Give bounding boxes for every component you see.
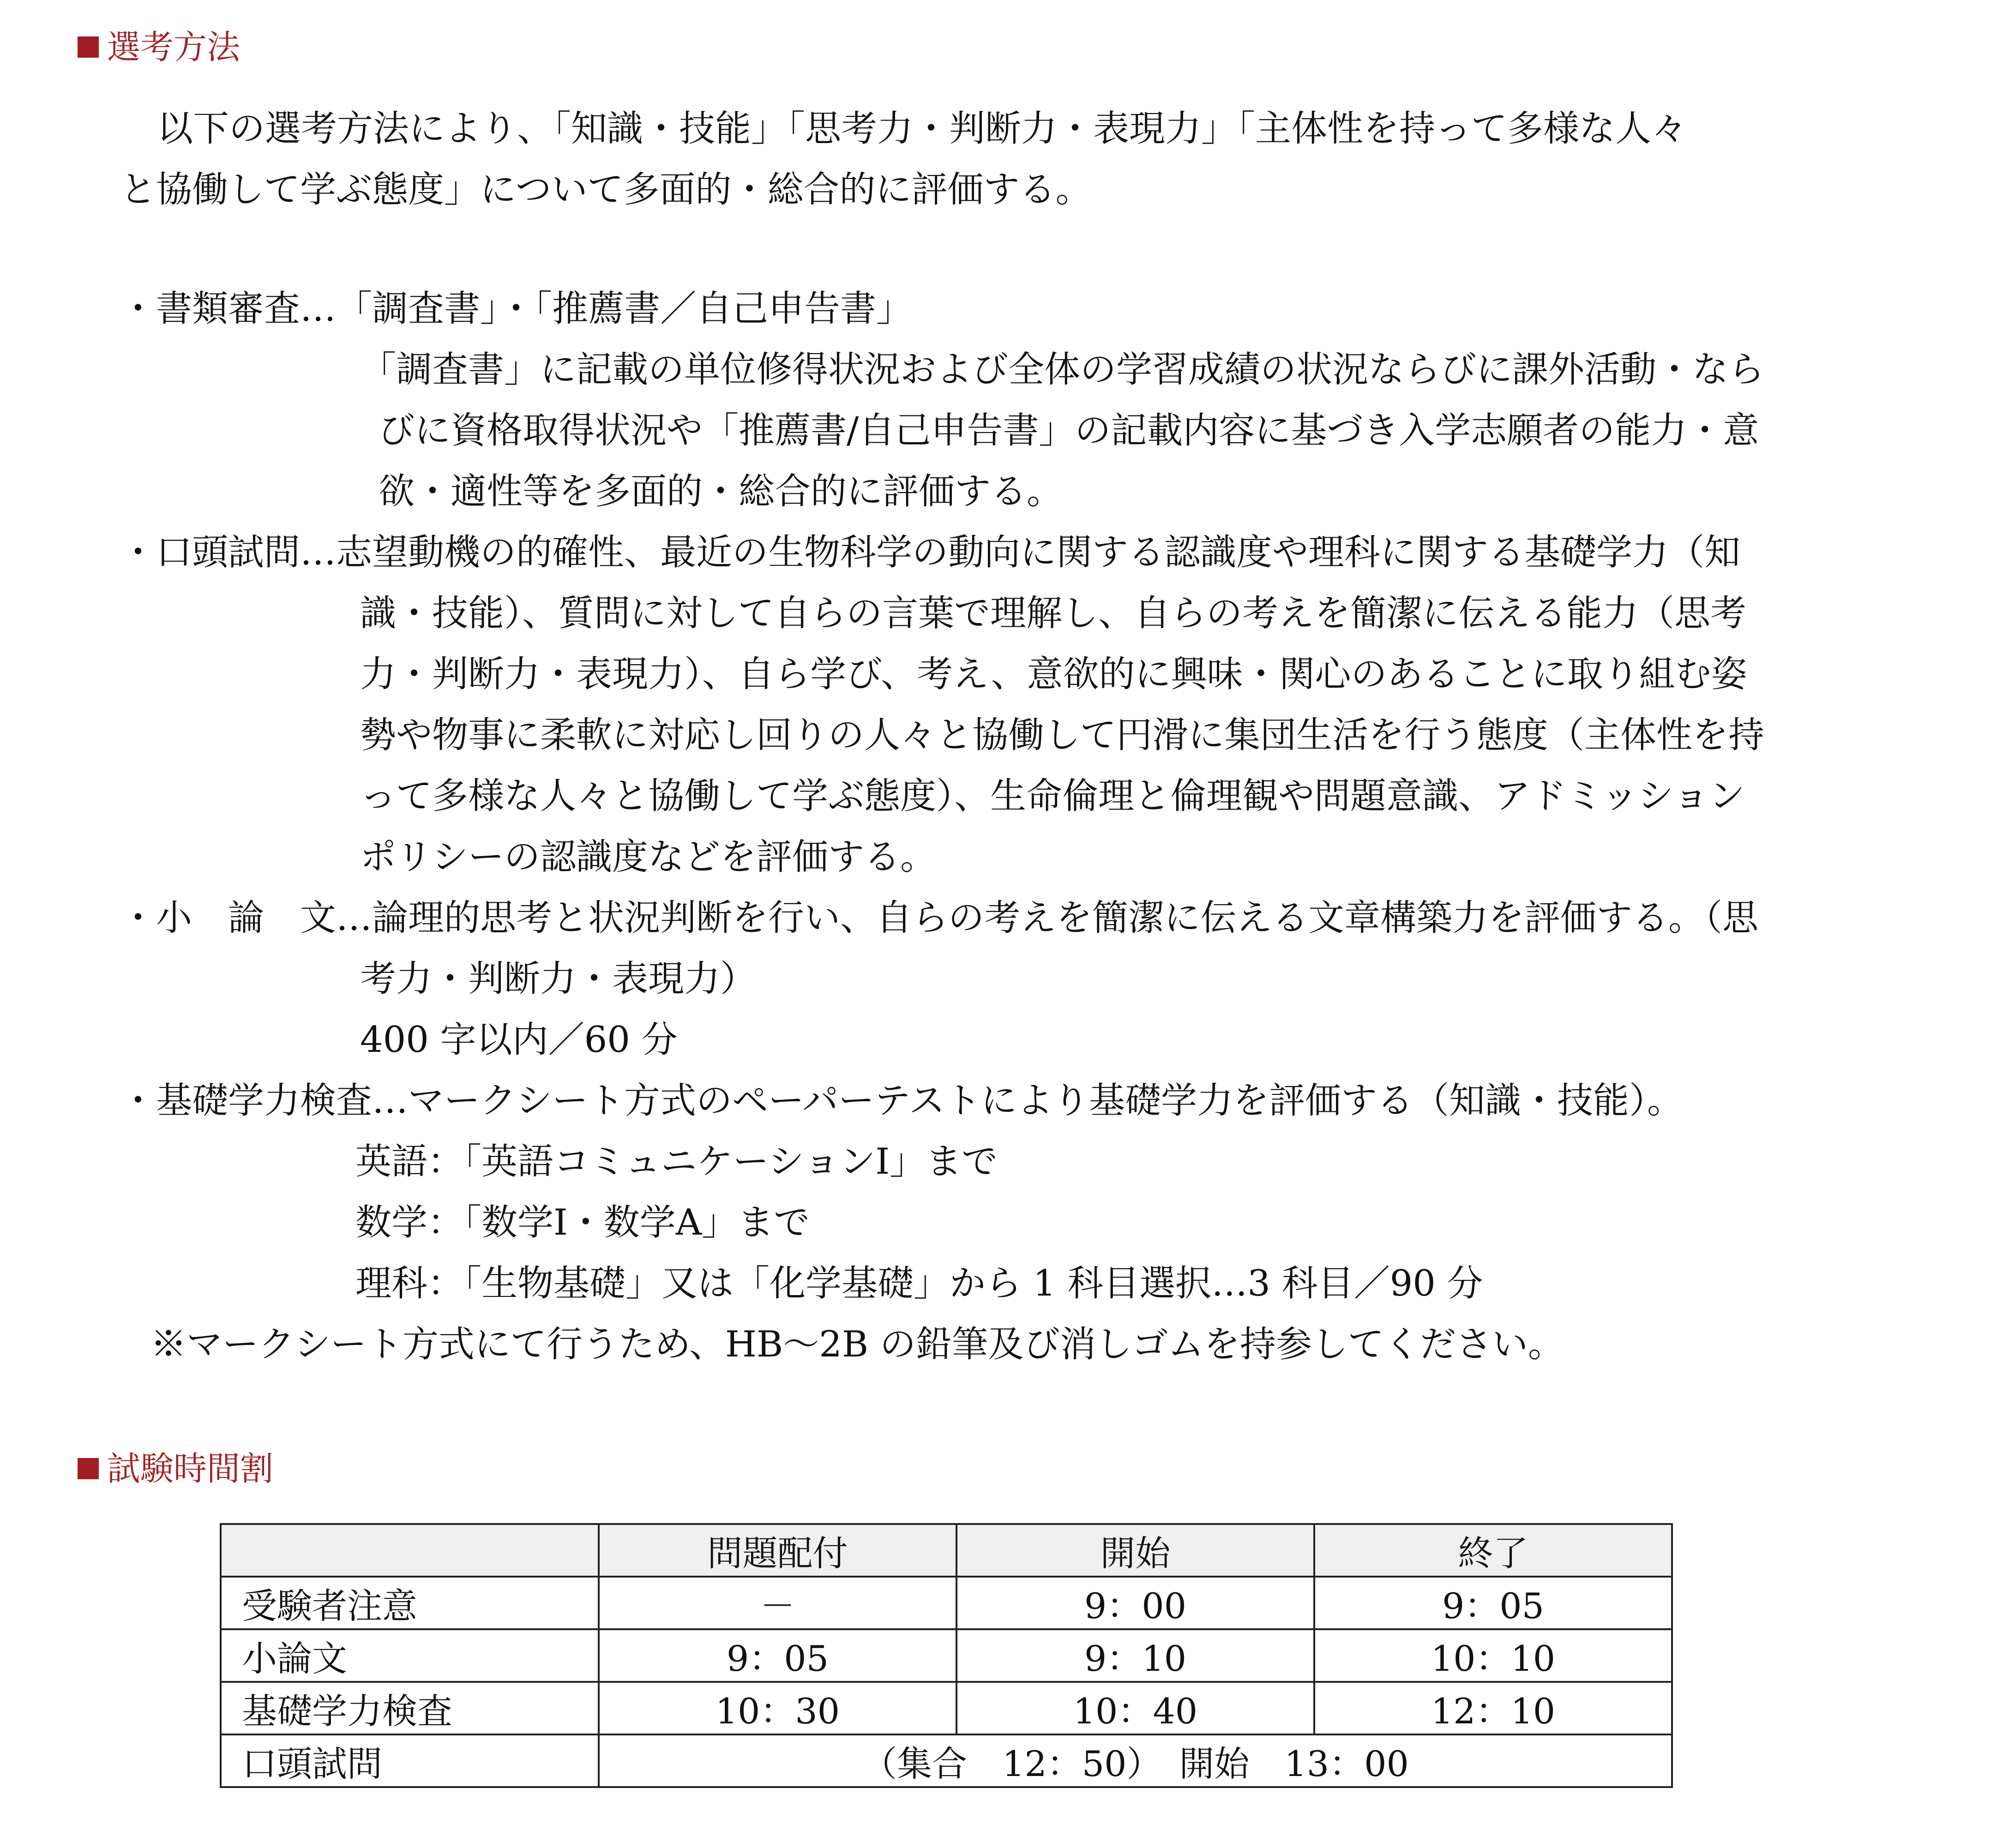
oral-line-1: ・口頭試問…志望動機の的確性、最近の生物科学の動向に関する認識度や理科に関する基礎学力（知 xyxy=(120,532,1741,573)
section-heading-selection xyxy=(78,30,240,64)
table-header-cell: 開始 xyxy=(956,1524,1314,1577)
docs-line-3: びに資格取得状況や「推薦書/自己申告書」の記載内容に基づき入学志願者の能力・意 xyxy=(379,410,1759,451)
section-heading-text: 選考方法 xyxy=(107,28,241,66)
table-cell: 10：10 xyxy=(1314,1629,1672,1682)
square-bullet-icon xyxy=(78,36,99,58)
table-row xyxy=(221,1682,1672,1734)
table-cell: 9：10 xyxy=(956,1629,1314,1682)
essay-line-3: 400 字以内／60 分 xyxy=(360,1019,678,1061)
table-cell: 9：00 xyxy=(956,1577,1314,1629)
table-cell: 10：30 xyxy=(599,1682,956,1734)
square-bullet-icon xyxy=(78,1458,99,1479)
table-row xyxy=(221,1734,1672,1787)
essay-line-1: ・小 論 文…論理的思考と状況判断を行い、自らの考えを簡潔に伝える文章構築力を評価する。（思 xyxy=(120,897,1759,939)
section-heading-schedule xyxy=(78,1449,274,1488)
note-line: ※マークシート方式にて行うため、HB～2B の鉛筆及び消しゴムを持参してください。 xyxy=(150,1324,1564,1365)
oral-line-6: ポリシーの認識度などを評価する。 xyxy=(360,836,937,878)
table-header-cell: 問題配付 xyxy=(599,1524,956,1577)
oral-line-3: 力・判断力・表現力）、自ら学び、考え、意欲的に興味・関心のあることに取り組む姿 xyxy=(360,654,1747,695)
intro-line-2: と協働して学ぶ態度」について多面的・総合的に評価する。 xyxy=(120,169,1092,210)
table-cell-label: 受験者注意 xyxy=(221,1577,599,1629)
table-row xyxy=(221,1577,1672,1629)
table-cell: 12：10 xyxy=(1314,1682,1672,1734)
docs-line-2: 「調査書」に記載の単位修得状況および全体の学習成績の状況ならびに課外活動・なら xyxy=(360,349,1765,390)
table-cell: － xyxy=(599,1577,956,1629)
basic-line-4: 理科：「生物基礎」又は「化学基礎」から 1 科目選択…3 科目／90 分 xyxy=(355,1263,1483,1304)
docs-line-4: 欲・適性等を多面的・総合的に評価する。 xyxy=(379,471,1063,512)
docs-line-1: ・書類審査…「調査書」・「推薦書／自己申告書」 xyxy=(120,288,913,330)
table-cell: 9：05 xyxy=(1314,1577,1672,1629)
table-cell: 10：40 xyxy=(956,1682,1314,1734)
table-header-cell: 終了 xyxy=(1314,1524,1672,1577)
table-header-cell xyxy=(221,1524,599,1577)
schedule-table xyxy=(220,1523,1673,1788)
oral-line-2: 識・技能）、質問に対して自らの言葉で理解し、自らの考えを簡潔に伝える能力（思考 xyxy=(360,593,1747,634)
basic-line-2: 英語：「英語コミュニケーションⅠ」まで xyxy=(355,1141,998,1182)
basic-line-3: 数学：「数学Ⅰ・数学A」まで xyxy=(355,1202,810,1243)
table-cell-label: 小論文 xyxy=(221,1629,599,1682)
table-cell-label: 口頭試問 xyxy=(221,1734,599,1787)
intro-line-1: 以下の選考方法により、「知識・技能」「思考力・判断力・表現力」「主体性を持って多様な人々 xyxy=(157,108,1688,150)
table-header-row xyxy=(221,1524,1672,1577)
table-cell-oral-time: （集合 12：50） 開始 13：00 xyxy=(599,1734,1672,1787)
table-row xyxy=(221,1629,1672,1682)
table-cell: 9：05 xyxy=(599,1629,956,1682)
basic-line-1: ・基礎学力検査…マークシート方式のペーパーテストにより基礎学力を評価する（知識・技能）。 xyxy=(120,1080,1683,1122)
section-heading-text: 試験時間割 xyxy=(107,1449,274,1488)
essay-line-2: 考力・判断力・表現力） xyxy=(360,958,757,1000)
oral-line-4: 勢や物事に柔軟に対応し回りの人々と協働して円滑に集団生活を行う態度（主体性を持 xyxy=(360,714,1765,756)
oral-line-5: って多様な人々と協働して学ぶ態度）、生命倫理と倫理観や問題意識、アドミッション xyxy=(360,775,1745,817)
table-cell-label: 基礎学力検査 xyxy=(221,1682,599,1734)
